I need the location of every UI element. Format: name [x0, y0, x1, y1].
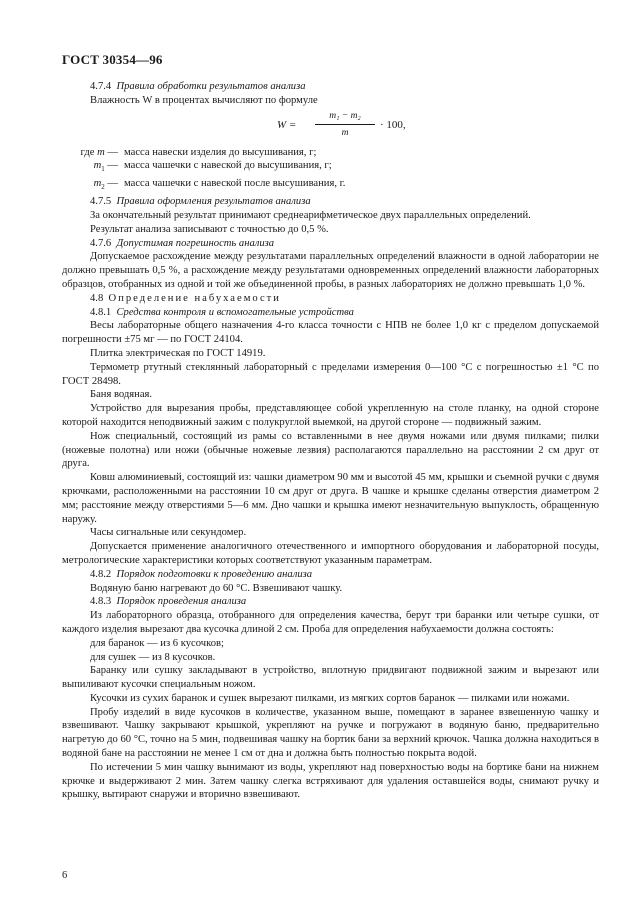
section-number: 4.8.3	[90, 596, 112, 608]
paragraph-pieces: Кусочки из сухих баранок и сушек вырезают пилками, из мягких сортов баранок — пилками или ножами.	[90, 692, 570, 704]
paragraph-clock: Часы сигнальные или секундомер.	[90, 527, 247, 539]
definition-text: масса навески изделия до высушивания, г;	[124, 146, 317, 158]
section-number: 4.8	[90, 292, 104, 304]
section-heading-4-7-4	[62, 80, 599, 94]
section-number: 4.8.1	[90, 306, 112, 318]
definition-row: $m_2$ — масса чашечки с навеской после высушивания, г.	[62, 177, 599, 195]
section-title: Порядок проведения анализа	[116, 596, 247, 608]
section-heading-4-8-1	[62, 306, 599, 320]
page-number: 6	[62, 870, 68, 881]
paragraph-allowed-equipment: Допускается применение аналогичного отечественного и импортного оборудования и лабораторной посуды, метрологические характеристики которых соответствуют указанным параметрам.	[62, 541, 599, 566]
paragraph-tolerance: Допускаемое расхождение между результатами параллельных определений влажности в одной лаборатории не должно превышать 0,5 %, а расхождение между результатами одновременных определений влажности лабораторных образцов, отобранных из одной и той же объединенной пробы, в разных лабораториях не должно превышать 1,0 %.	[62, 251, 599, 290]
standard-header: ГОСТ 30354—96	[62, 52, 163, 67]
section-title: Допустимая погрешность анализа	[116, 237, 275, 249]
paragraph-bath: Баня водяная.	[90, 389, 153, 401]
section-title: Правила оформления результатов анализа	[116, 196, 311, 208]
paragraph-stove: Плитка электрическая по ГОСТ 14919.	[90, 347, 266, 359]
document-body	[62, 80, 599, 802]
section-number: 4.8.2	[90, 568, 112, 580]
paragraph-moisture: Влажность W в процентах вычисляют по формуле	[90, 94, 318, 106]
section-number: 4.7.4	[90, 81, 112, 92]
variable-subscript: 2	[101, 183, 105, 192]
paragraph-heat-bath: Водяную баню нагревают до 60 °С. Взвешивают чашку.	[90, 582, 343, 594]
section-heading-4-7-5	[62, 195, 599, 209]
definition-text: масса чашечки с навеской до высушивания, г;	[124, 160, 332, 172]
formula-denominator: m	[341, 128, 349, 139]
definition-row: где m — масса навески изделия до высушивания, г;	[62, 146, 599, 160]
formula-fraction	[315, 110, 375, 142]
paragraph-scales: Весы лабораторные общего назначения 4-го класса точности с НПВ не более 1,0 кг с пределом допускаемой погрешности ±75 мг — по ГОСТ 24104.	[62, 320, 599, 346]
paragraph-record: Результат анализа записывают с точностью до 0,5 %.	[90, 223, 329, 235]
section-title: Правила обработки результатов анализа	[116, 81, 306, 92]
section-heading-4-8-2	[62, 568, 599, 582]
section-title: Порядок подготовки к проведению анализа	[116, 568, 313, 580]
variable-subscript: 1	[101, 165, 105, 174]
paragraph-bucket: Ковш алюминиевый, состоящий из: чашки диаметром 90 мм и высотой 45 мм, крышки и съемной ручки с двумя крючками, расположенными на расстоянии 10 см друг от друга. В чашке и крышке сделаны отверстия диаметром 2 мм; расстояние между отверстиями 5—6 мм. Дно чашки и крышка имеют незначительную выпуклость, обращенную наружу.	[62, 472, 599, 525]
paragraph-weighing: Пробу изделий в виде кусочков в количестве, указанном выше, помещают в заранее взвешенную чашку и взвешивают. Чашку закрывают крышкой, укрепляют на ручке и погружают в водяную баню, предварительно нагретую до 60 °С, точно на 5 мин, подвешивая чашку на бортик бани за верхний крючок. Чашка должна находиться в водяной бане на расстоянии не менее 1 см от дна и должна быть полностью покрыта водой.	[62, 706, 599, 760]
formula-rhs: · 100,	[380, 118, 406, 131]
section-heading-4-7-6	[62, 237, 599, 251]
section-heading-4-8-3	[62, 595, 599, 609]
paragraph-knife: Нож специальный, состоящий из рамы со вставленными в нее двумя ножами или двумя пилками; пилки (ножевые полотна) или ножи (обычные ножевые лезвия) располагаются параллельно на расстоянии 2 см друг от друга.	[62, 430, 599, 470]
variable-symbol: m	[93, 160, 102, 172]
definition-text: масса чашечки с навеской после высушивания, г.	[124, 178, 346, 190]
paragraph-sample: Из лабораторного образца, отобранного для определения качества, берут три баранки или четыре сушки, от каждого изделия вырезают два кусочка длиной 2 см. Проба для определения набухаемости должна состоять:	[62, 610, 599, 635]
variable-symbol: m	[97, 146, 105, 158]
paragraph-device: Устройство для вырезания пробы, представляющее собой укрепленную на столе планку, на одной стороне которой находится неподвижный зажим с полукруглой выемкой, на другой стороне — подвижный зажим.	[62, 403, 599, 428]
list-item-rusks: для сушек — из 8 кусочков.	[90, 651, 216, 663]
paragraph-final-result: За окончательный результат принимают среднеарифметическое двух параллельных определений.	[90, 210, 531, 221]
section-heading-4-8	[62, 292, 599, 306]
section-title: Определение набухаемости	[108, 292, 281, 304]
variable-symbol: m	[93, 178, 102, 190]
formula-lhs: W =	[277, 118, 297, 131]
definition-lead: где	[80, 146, 95, 158]
formula-numerator: m₁ − m₂	[315, 110, 375, 126]
definition-row: $m_1$ — масса чашечки с навеской до высушивания, г;	[62, 159, 599, 177]
section-title: Средства контроля и вспомогательные устройства	[116, 306, 354, 318]
paragraph-thermometer: Термометр ртутный стеклянный лабораторный с пределами измерения 0—100 °С с погрешностью ±1 °С по ГОСТ 28498.	[62, 361, 599, 387]
variable-definitions	[62, 146, 599, 196]
section-number: 4.7.6	[90, 237, 112, 249]
paragraph-placing: Баранку или сушку закладывают в устройство, вплотную придвигают подвижной зажим и вырезают или выпиливают кусочки специальным ножом.	[62, 665, 599, 691]
section-number: 4.7.5	[90, 196, 112, 208]
moisture-formula	[62, 110, 599, 144]
paragraph-after-immersion: По истечении 5 мин чашку вынимают из воды, укрепляют над поверхностью воды на бортике бани на нижнем крючке и выдерживают 2 мин. Затем чашку слегка встряхивают для удаления оставшейся воды, снимают ручку и крышку, вытирают снаружи и вторично взвешивают.	[62, 761, 599, 801]
list-item-bagels: для баранок — из 6 кусочков;	[90, 637, 224, 649]
